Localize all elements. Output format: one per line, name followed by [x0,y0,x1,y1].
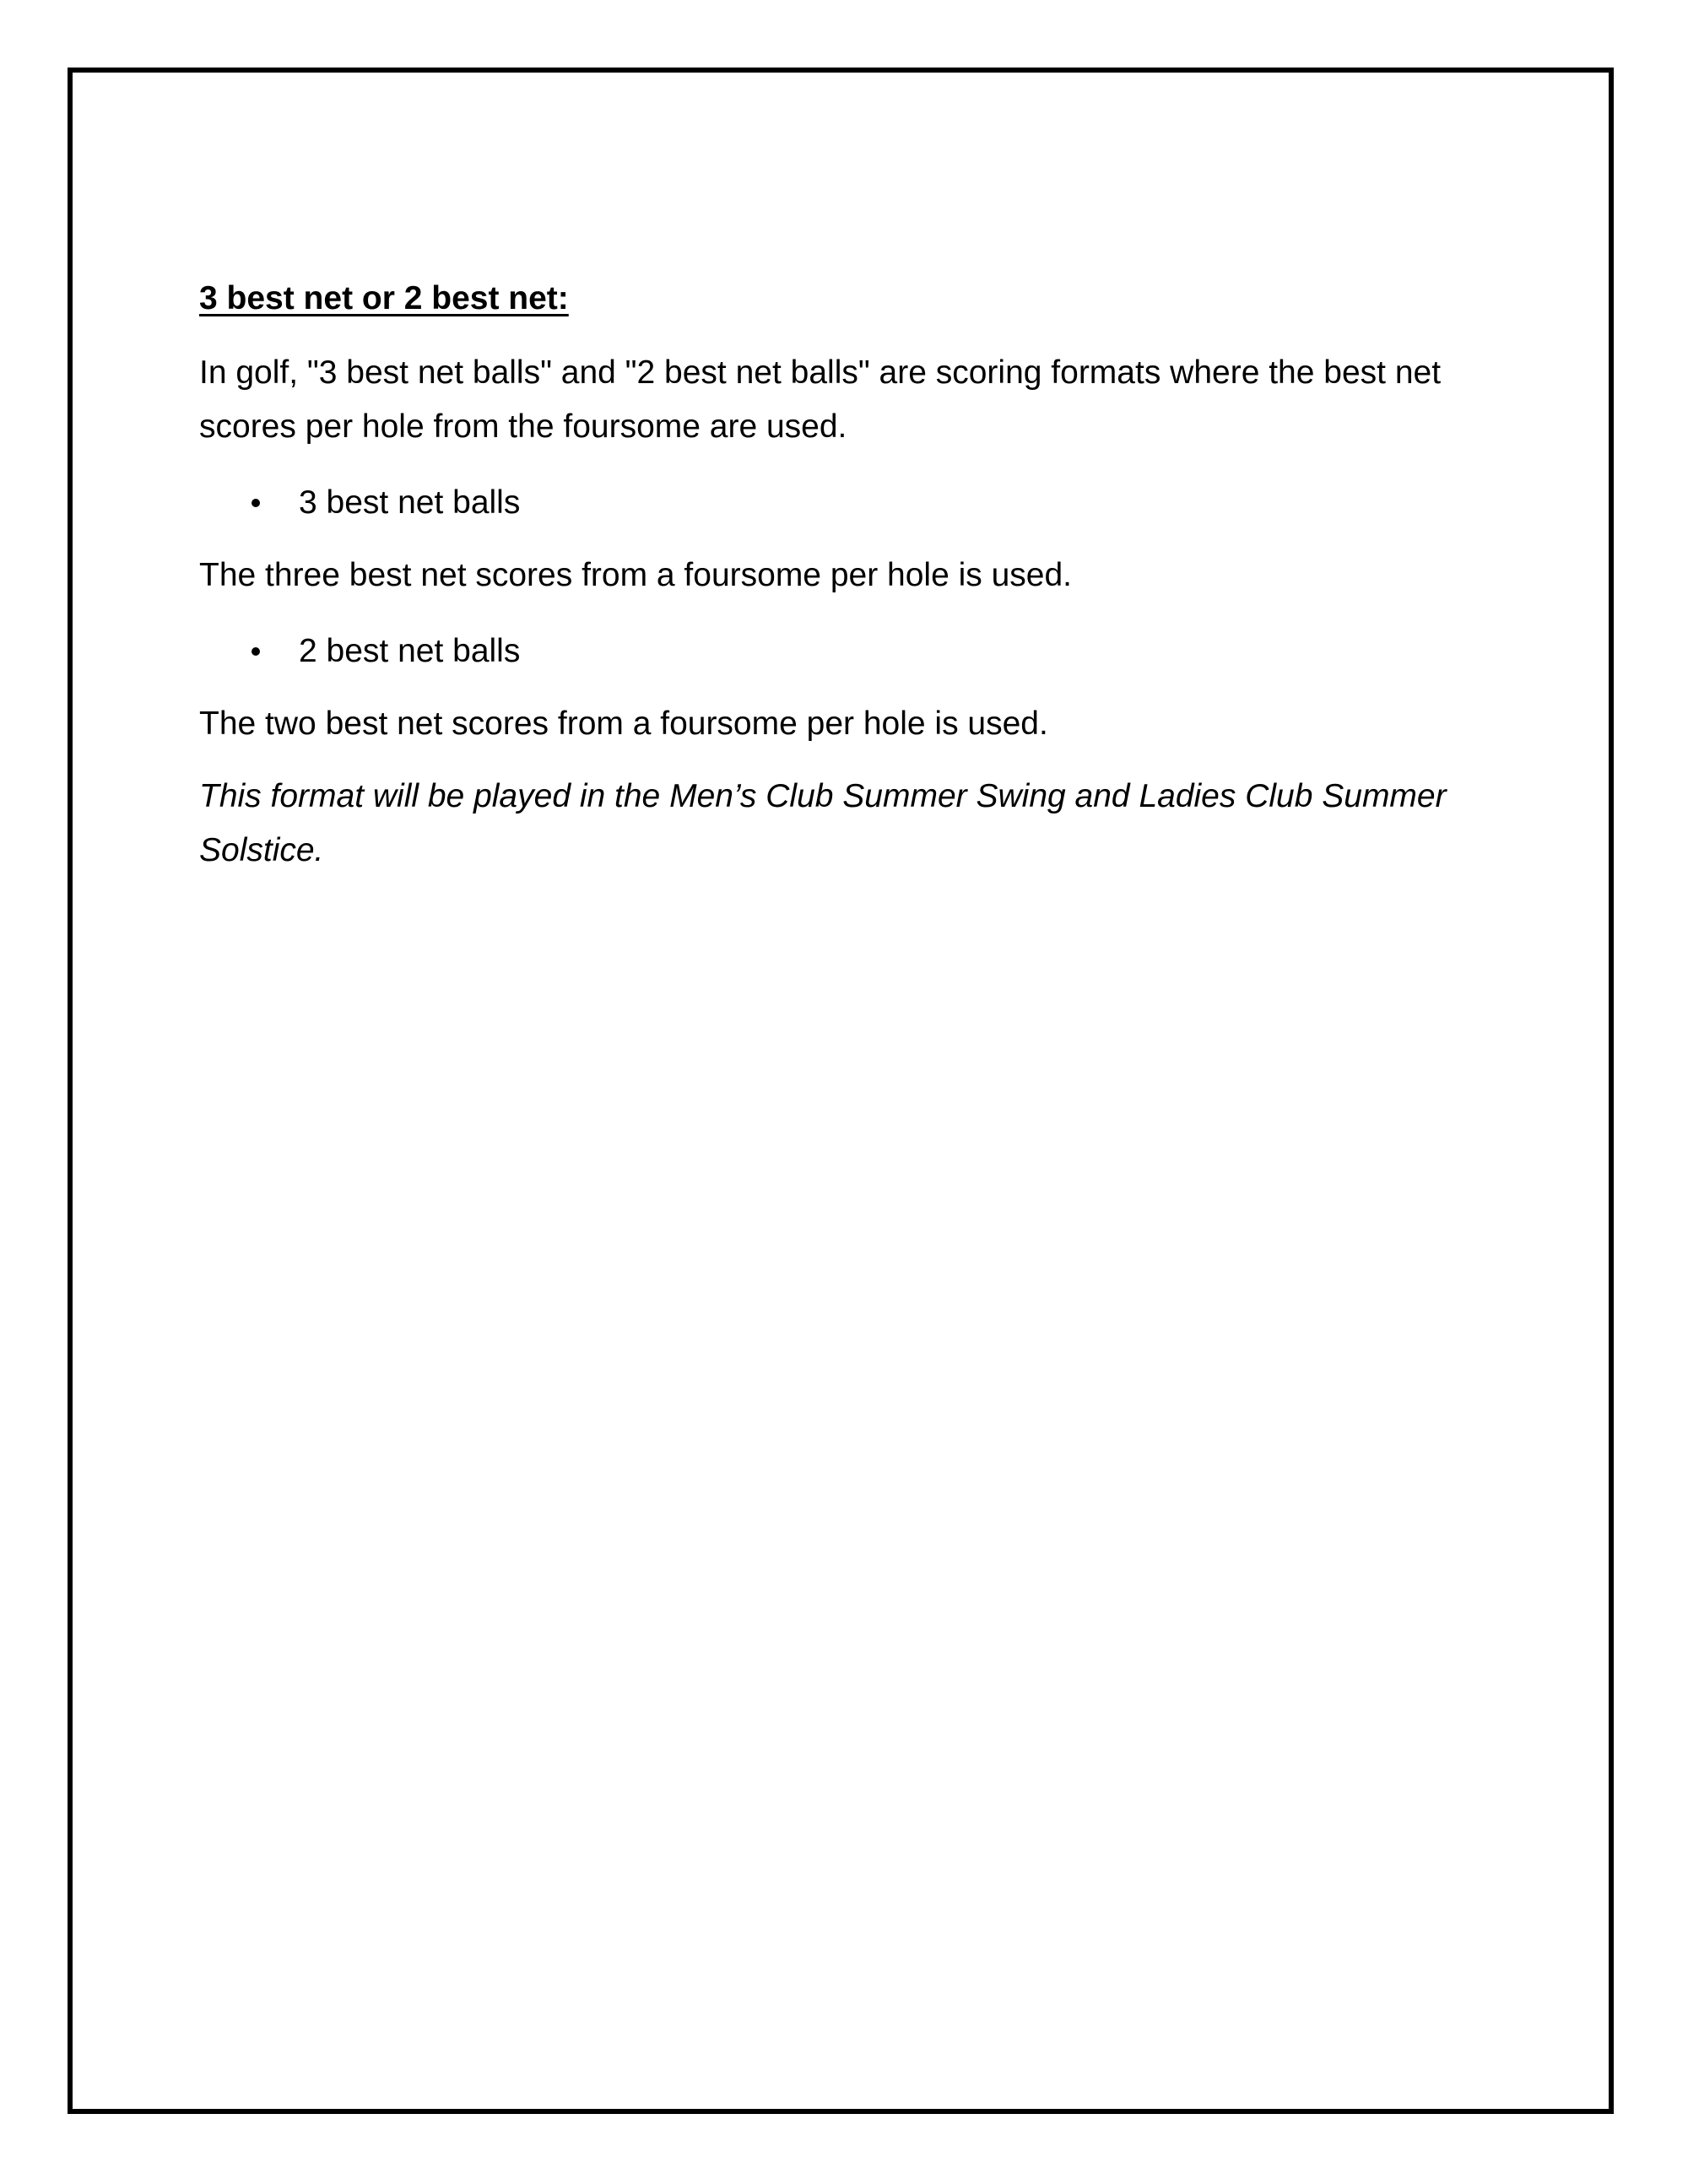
bullet-icon [252,499,260,507]
item-description: The three best net scores from a foursome per hole is used. [199,557,1073,593]
bullet-item-3-best [199,476,1516,530]
bullet-label: 3 best net balls [299,484,521,521]
format-note: This format will be played in the Men’s Club Summer Swing and Ladies Club Summer Solstice. [199,778,1447,868]
intro-paragraph: In golf, "3 best net balls" and "2 best net balls" are scoring formats where the best net scores per hole from the foursome are used. [199,354,1442,445]
section-heading: 3 best net or 2 best net: [199,280,569,316]
bullet-icon [252,647,260,656]
item-description: The two best net scores from a foursome per hole is used. [199,705,1048,742]
bullet-label: 2 best net balls [299,633,521,669]
bullet-item-2-best [199,624,1516,678]
document-body [199,270,1516,878]
